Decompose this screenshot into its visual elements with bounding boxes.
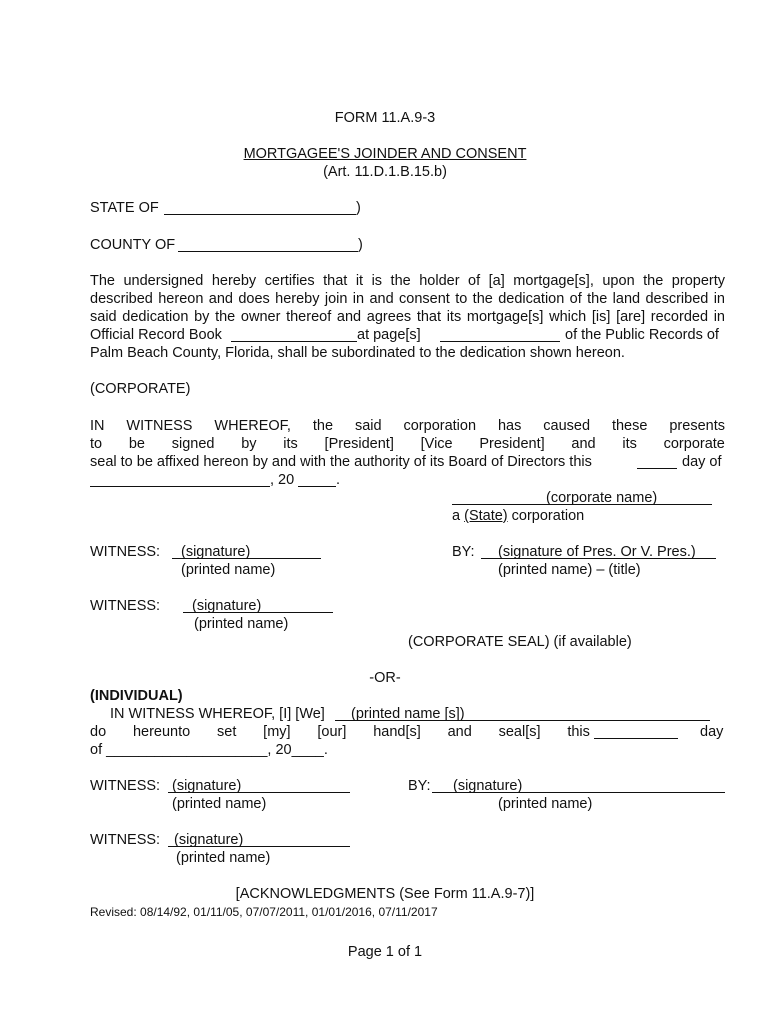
word: presents bbox=[669, 418, 725, 434]
individual-witness-1-signature-label: (signature) bbox=[172, 778, 242, 794]
word: seal[s] bbox=[498, 724, 541, 740]
word: be bbox=[128, 436, 145, 452]
individual-witness-text: IN WITNESS WHEREOF, [I] [We] bbox=[110, 706, 325, 722]
corporate-witness-2-label: WITNESS: bbox=[90, 598, 161, 614]
word: has bbox=[497, 418, 522, 434]
corporate-by-label: BY: bbox=[452, 544, 475, 560]
county-label: COUNTY OF bbox=[90, 237, 176, 253]
corporate-witness-2-printed-name: (printed name) bbox=[194, 616, 289, 632]
word: corporate bbox=[663, 436, 725, 452]
word: and bbox=[447, 724, 472, 740]
word: its bbox=[283, 436, 298, 452]
individual-printed-name-label: (printed name [s]) bbox=[351, 706, 465, 722]
individual-by-label: BY: bbox=[408, 778, 431, 794]
state-close-paren: ) bbox=[356, 200, 361, 216]
individual-witness-2-printed-name: (printed name) bbox=[176, 850, 271, 866]
state-word: (State) bbox=[464, 508, 508, 524]
corporate-by-signature-label: (signature of Pres. Or V. Pres.) bbox=[498, 544, 696, 560]
record-book-blank[interactable] bbox=[231, 341, 357, 342]
or-divider: -OR- bbox=[369, 670, 401, 686]
corporate-witness-line-2 bbox=[90, 436, 725, 453]
revision-dates: Revised: 08/14/92, 01/11/05, 07/07/2011, 01/01/2016, 07/11/2017 bbox=[90, 905, 438, 919]
individual-hand-seal-line bbox=[90, 724, 590, 741]
county-blank[interactable] bbox=[178, 251, 358, 252]
corporate-year-period: . bbox=[336, 472, 341, 488]
form-title: MORTGAGEE'S JOINDER AND CONSENT bbox=[243, 146, 527, 162]
individual-witness-1-label: WITNESS: bbox=[90, 778, 161, 794]
individual-by-printed-name: (printed name) bbox=[498, 796, 593, 812]
corporate-day-of-label: day of bbox=[682, 454, 722, 470]
word: set bbox=[217, 724, 237, 740]
word: said bbox=[354, 418, 382, 434]
individual-day-blank[interactable] bbox=[594, 738, 678, 739]
word: the bbox=[312, 418, 334, 434]
corporate-month-blank[interactable] bbox=[90, 486, 270, 487]
individual-by-signature-label: (signature) bbox=[453, 778, 523, 794]
word: its bbox=[622, 436, 637, 452]
corporate-witness-1-signature-label: (signature) bbox=[181, 544, 251, 560]
corporation-word: corporation bbox=[511, 508, 585, 524]
corporate-year-blank[interactable] bbox=[298, 486, 336, 487]
individual-date-line[interactable]: of ____________________, 20____. bbox=[90, 742, 328, 758]
word: [Vice bbox=[420, 436, 453, 452]
corporate-witness-1-label: WITNESS: bbox=[90, 544, 161, 560]
word: and bbox=[571, 436, 596, 452]
corporate-heading: (CORPORATE) bbox=[90, 381, 191, 397]
certification-page-label: at page[s] bbox=[357, 327, 421, 343]
word: signed bbox=[171, 436, 215, 452]
a-word: a bbox=[452, 508, 461, 524]
corporate-witness-line-1 bbox=[90, 418, 725, 435]
word: IN bbox=[90, 418, 105, 434]
word: [our] bbox=[317, 724, 347, 740]
word: this bbox=[567, 724, 590, 740]
word: do bbox=[90, 724, 107, 740]
corporate-authority-text: seal to be affixed hereon by and with the authority of its Board of Directors this bbox=[90, 454, 592, 470]
corporate-witness-2-signature-label: (signature) bbox=[192, 598, 262, 614]
certification-line-3: said dedication by the owner thereof and agrees that its mortgage[s] which [is] [are] recorded in bbox=[90, 309, 725, 325]
page-number-blank[interactable] bbox=[440, 341, 560, 342]
corporate-name-label: (corporate name) bbox=[546, 490, 658, 506]
form-number: FORM 11.A.9-3 bbox=[334, 110, 436, 126]
certification-records-label: of the Public Records of bbox=[565, 327, 719, 343]
word: WITNESS bbox=[126, 418, 193, 434]
acknowledgments-note: [ACKNOWLEDGMENTS (See Form 11.A.9-7)] bbox=[235, 886, 535, 902]
certification-line-5: Palm Beach County, Florida, shall be subordinated to the dedication shown hereon. bbox=[90, 345, 625, 361]
individual-day-label: day bbox=[700, 724, 724, 740]
individual-witness-2-label: WITNESS: bbox=[90, 832, 161, 848]
article-reference: (Art. 11.D.1.B.15.b) bbox=[323, 164, 447, 180]
corporate-day-blank[interactable] bbox=[637, 468, 677, 469]
certification-line-1: The undersigned hereby certifies that it is the holder of [a] mortgage[s], upon the property bbox=[90, 273, 725, 289]
word: these bbox=[611, 418, 648, 434]
corporate-by-printed-title: (printed name) – (title) bbox=[498, 562, 641, 578]
word: by bbox=[241, 436, 257, 452]
state-blank[interactable] bbox=[164, 214, 356, 215]
individual-witness-1-printed-name: (printed name) bbox=[172, 796, 267, 812]
corporate-year-prefix: , 20 bbox=[270, 472, 295, 488]
state-label: STATE OF bbox=[90, 200, 159, 216]
corporate-witness-1-printed-name: (printed name) bbox=[181, 562, 276, 578]
word: to bbox=[90, 436, 103, 452]
word: WHEREOF, bbox=[214, 418, 291, 434]
individual-witness-2-signature-label: (signature) bbox=[174, 832, 244, 848]
word: [President] bbox=[324, 436, 394, 452]
word: corporation bbox=[403, 418, 477, 434]
word: caused bbox=[543, 418, 591, 434]
word: President] bbox=[479, 436, 545, 452]
corporate-state-line bbox=[452, 508, 584, 525]
certification-line-2: described hereon and does hereby join in and consent to the dedication of the land described in bbox=[90, 291, 725, 307]
corporate-seal-label: (CORPORATE SEAL) (if available) bbox=[408, 634, 632, 650]
word: hand[s] bbox=[373, 724, 421, 740]
page-number: Page 1 of 1 bbox=[347, 944, 423, 960]
individual-heading: (INDIVIDUAL) bbox=[90, 688, 183, 704]
certification-book-label: Official Record Book bbox=[90, 327, 222, 343]
county-close-paren: ) bbox=[358, 237, 363, 253]
word: hereunto bbox=[132, 724, 191, 740]
word: [my] bbox=[263, 724, 291, 740]
